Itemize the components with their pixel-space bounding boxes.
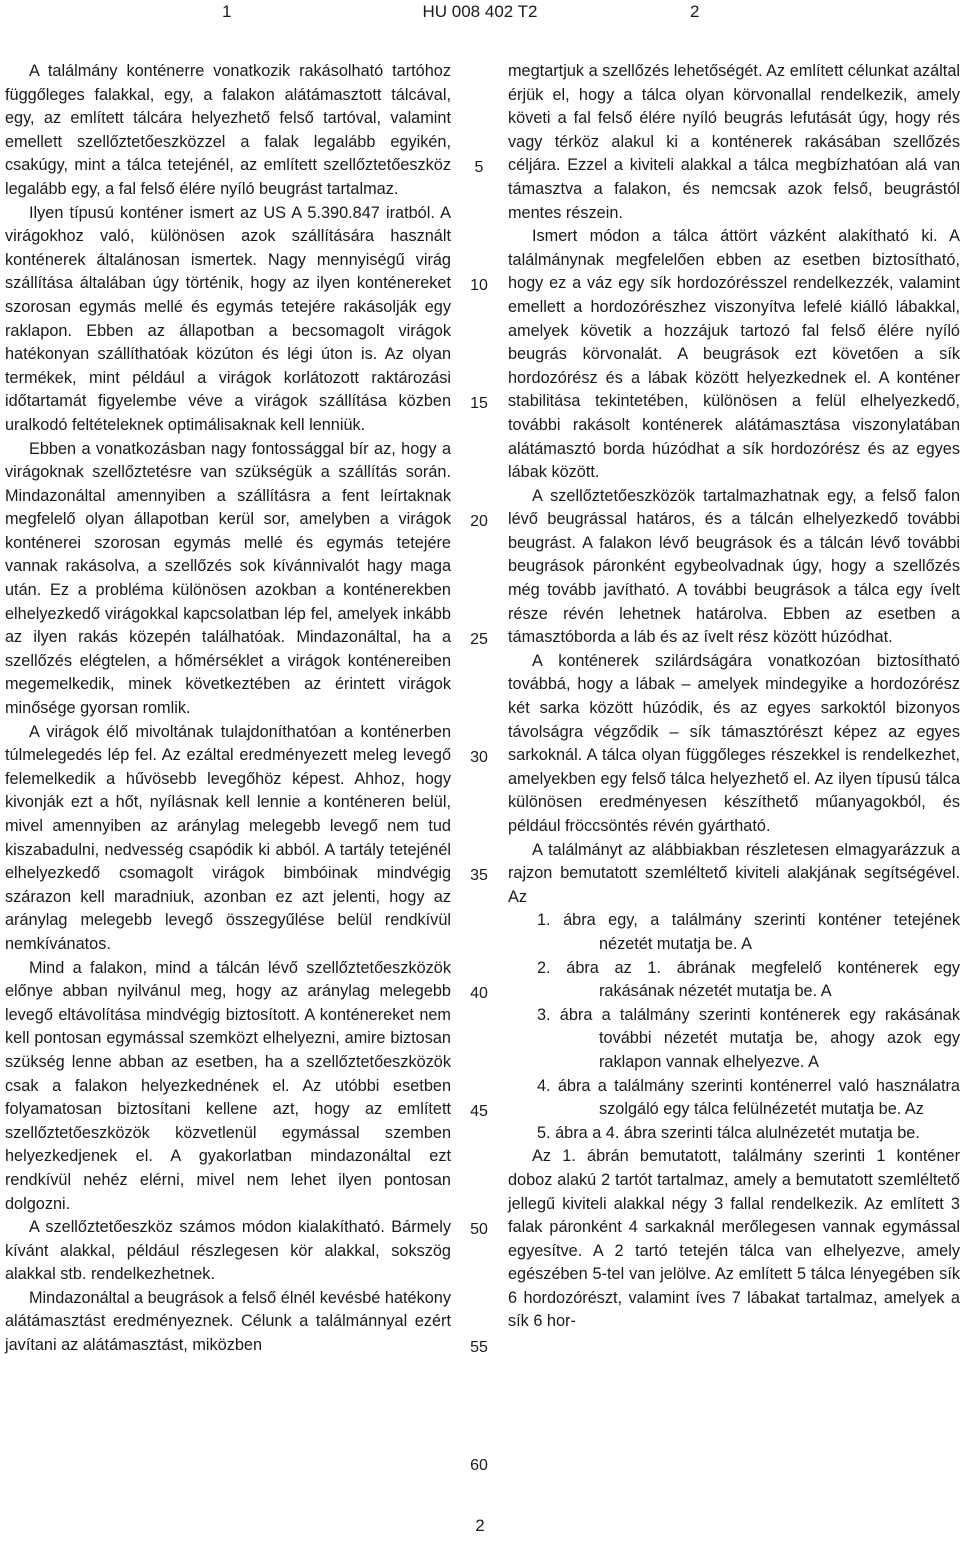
figure-list-item: 5. ábra a 4. ábra szerinti tálca alulnézetét mutatja be. [537, 1123, 920, 1142]
paragraph-continuation: megtartjuk a szellőzés lehetőségét. Az említett célunkat azáltal érjük el, hogy a tálca olyan körvonallal rendelkezik, amely követi a fal felső élére nyíló beugrás lefutását úgy, hogy rés vagy térköz alakul ki a konténerek rakásában szellőzés céljára. Ezzel a kiviteli alakkal a tálca megbízhatóan alá van támasztva a falakon, és nemcsak azok felső, beugrástól mentes részein. [508, 62, 960, 222]
paragraph: A szellőztetőeszközök tartalmazhatnak egy, a felső falon lévő beugrással határos, és a tálcán elhelyezkedő további beugrást. A falakon lévő beugrások és a tálcán lévő további beugrások páronként egybeolvadnak úgy, hogy a szellőzés még tovább javítható. A további beugrások a tálca egy ívelt része révén lehetnek határolva. Ebben az esetben a támasztóborda a láb és az ívelt rész között húzódhat. [508, 486, 960, 647]
paragraph: A virágok élő mivoltának tulajdoníthatóan a konténerben túlmelegedés lép fel. Az ezáltal eredményezett meleg levegő felemelkedik a hűvösebb levegőhöz képest. Ahhoz, hogy kivonják ezt a hőt, nyílásnak kell lennie a konténeren belül, mivel amennyiben az aránylag melegebb levegő nem tud kiszabadulni, nedvesség csapódik ki abból. A tartály tetejénél elhelyezkedő csomagolt virágok bimbóinak mindvégig szárazon kell maradniuk, azonban ez azt jelenti, hogy az aránylag melegebb levegő összegyűlése belül rendkívül nemkívánatos. [5, 722, 451, 953]
line-number: 15 [470, 395, 488, 412]
line-number: 40 [470, 985, 488, 1002]
figure-list-item: 1. ábra egy, a találmány szerinti konténer tetejének nézetét mutatja be. A [537, 911, 960, 953]
figure-list-item: 3. ábra a találmány szerinti konténerek egy rakásának további nézetét mutatja be, ahogy azok egy raklapon vannak elhelyezve. A [537, 1005, 960, 1071]
paragraph: Ilyen típusú konténer ismert az US A 5.390.847 iratból. A virágokhoz való, különösen azok szállítására használt konténerek általánosan ismertek. Nagy mennyiségű virág szállítása általában úgy történik, hogy az ilyen konténereket szorosan egymás mellé és egymás tetejére rakásolják egy raklapon. Ebben az állapotban a becsomagolt virágok hatékonyan szállíthatóak közúton és légi úton is. Az olyan termékek, mint például a virágok korlátozott raktározási időtartamát figyelembe véve a virágok szállítása közben uralkodó feltételeknek optimálisaknak kell lenniük. [5, 203, 451, 434]
page-footer-number: 2 [475, 1516, 485, 1535]
page-header [0, 0, 960, 30]
paragraph: A szellőztetőeszköz számos módon kialakítható. Bármely kívánt alakkal, például részlegesen kör alakkal, sokszög alakkal stb. rendelkezhetnek. [5, 1218, 451, 1284]
line-number: 35 [470, 867, 488, 884]
line-number: 25 [470, 631, 488, 648]
paragraph: Ismert módon a tálca áttört vázként alakítható ki. A találmánynak megfelelően ebben az esetben biztosítható, hogy ez a váz egy sík hordozórésszel rendelkezzék, valamint emellett a hordozórészhez viszonyítva lefelé kiálló lábakkal, amelyek követik a hozzájuk tartozó fal felső élére nyíló beugrás körvonalát. A beugrások ezt követően a sík hordozórész és a lábak között helyezkednek el. A konténer stabilitása tekintetében, különösen a felül elhelyezkedő, további rakásolt konténerek alátámasztása viszonylatában alátámasztó borda húzódhat a sík hordozórész és az egyes lábak között. [508, 227, 960, 482]
line-number: 30 [470, 749, 488, 766]
line-number: 60 [470, 1457, 488, 1474]
right-column [508, 60, 960, 1334]
line-number: 5 [474, 159, 484, 176]
paragraph: Mindazonáltal a beugrások a felső élnél kevésbé hatékony alátámasztást eredményeznek. Célunk a találmánnyal ezért javítani az alátámasztást, miközben [5, 1288, 451, 1355]
figure-list-item: 4. ábra a találmány szerinti konténerrel való használatra szolgáló egy tálca felülnézetét mutatja be. Az [537, 1076, 960, 1119]
document-id: HU 008 402 T2 [422, 2, 538, 21]
paragraph: A találmány konténerre vonatkozik rakásolható tartóhoz függőleges falakkal, egy, a falakon alátámasztott tálcával, egy, az említett tálcára helyezhető felső tartóval, valamint emellett szellőztetőeszközzel a falak legalább egyikén, csakúgy, mint a tálca tetejénél, az említett szellőztetőeszköz legalább egy, a fal felső élére nyíló beugrást tartalmaz. [5, 62, 451, 198]
right-page-number: 2 [690, 2, 700, 21]
left-column [5, 60, 451, 1358]
paragraph: Mind a falakon, mind a tálcán lévő szellőztetőeszközök előnye abban nyilvánul meg, hogy az aránylag melegebb levegő eltávolítása mindvégig biztosított. A konténereket nem kell pontosan egymással szemközt elhelyezni, amire biztosan szükség lenne abban az esetben, ha a szellőztetőeszközök csak a falakon helyezkednének el. Az utóbbi esetben folyamatosan biztosítani kellene azt, hogy az említett szellőztetőeszközök közvetlenül egymással szemben helyezkedjenek el. A gyakorlatban mindazonáltal ezt rendkívül nehéz elérni, mivel nem lehet ilyen pontosan dolgozni. [5, 958, 451, 1213]
paragraph: Az 1. ábrán bemutatott, találmány szerinti 1 konténer doboz alakú 2 tartót tartalmaz, amely a bemutatott szemléltető jellegű kiviteli alakkal négy 3 fallal rendelkezik. Az említett 3 falak páronként 4 sarkaknál merőlegesen vannak egymással egyesítve. A 2 tartó tetején tálca van elhelyezve, amely egészében 5-tel van jelölve. Az említett 5 tálca lényegében sík 6 hordozórészt, valamint íves 7 lábakat tartalmaz, amelyek a sík 6 hor- [508, 1147, 960, 1331]
line-number: 45 [470, 1103, 488, 1120]
line-number: 50 [470, 1221, 488, 1238]
line-number: 10 [470, 277, 488, 294]
figure-list-item: 2. ábra az 1. ábrának megfelelő konténerek egy rakásának nézetét mutatja be. A [537, 958, 960, 1001]
paragraph: Ebben a vonatkozásban nagy fontossággal bír az, hogy a virágoknak szellőztetésre van szükségük a szállítás során. Mindazonáltal amennyiben a szállításra a fent leírtaknak megfelelő olyan állapotban kerül sor, amelyben a virágok konténerei szorosan egymás mellé és egymás tetejére vannak rakásolva, a szellőzés sok kívánnivalót hagy maga után. Ez a probléma különösen azokban a konténerekben elhelyezkedő virágokkal kapcsolatban lép fel, amelyek inkább az ilyen rakás közepén találhatóak. Mindazonáltal, ha a szellőzés elégtelen, a hőmérséklet a virágok konténereiben megemelkedik, minek következtében az érintett virágok minősége gyorsan romlik. [5, 439, 451, 718]
paragraph: A találmányt az alábbiakban részletesen elmagyarázzuk a rajzon bemutatott szemléltető kiviteli alakjának segítségével. Az [508, 840, 960, 906]
left-page-number: 1 [222, 2, 232, 21]
line-number: 55 [470, 1339, 488, 1356]
paragraph: A konténerek szilárdságára vonatkozóan biztosítható továbbá, hogy a lábak – amelyek mindegyike a hordozórész két sarka között húzódik, és az egyes sarkoktól bizonyos távolságra végződik – sík támasztórészt képez az egyes sarkoknál. A tálca olyan függőleges részekkel is rendelkezhet, amelyekben egy felső tálca helyezhető el. Az ilyen típusú tálca különösen eredményesen készíthető műanyagokból, és például fröccsöntés révén gyártható. [508, 651, 960, 835]
line-number: 20 [470, 513, 488, 530]
